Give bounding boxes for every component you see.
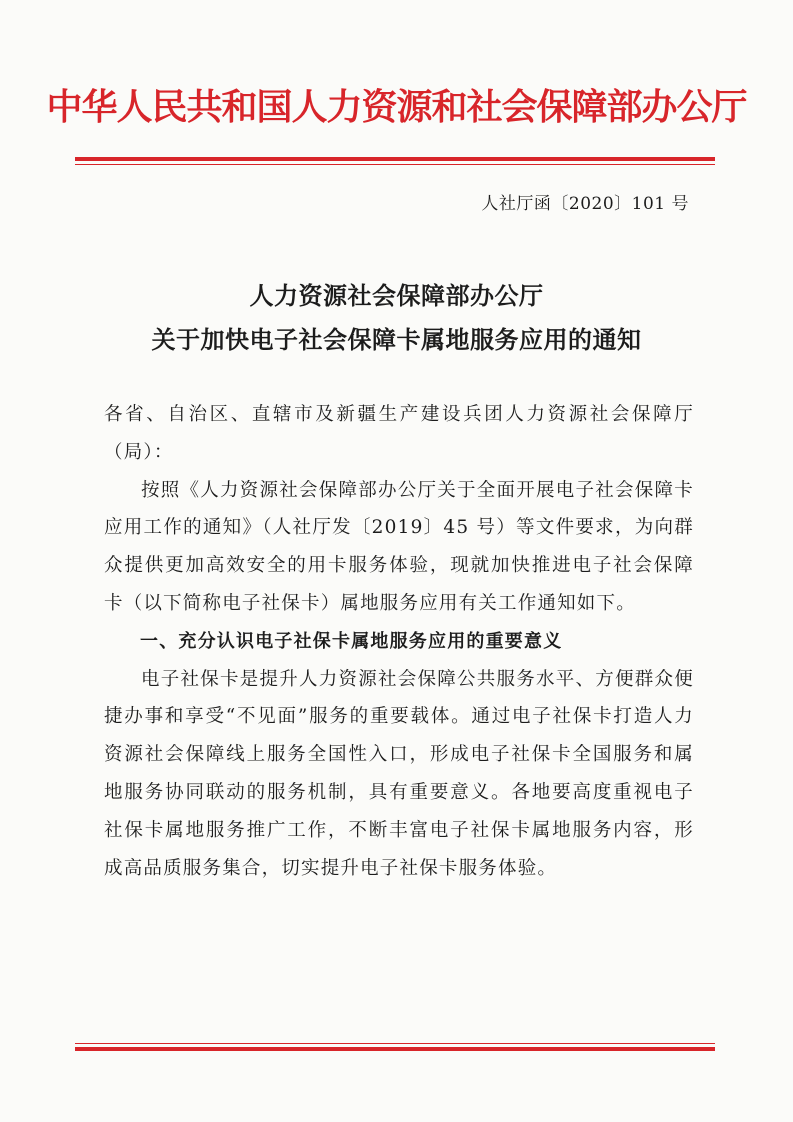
- salutation: 各省、自治区、直辖市及新疆生产建设兵团人力资源社会保障厅（局）：: [104, 404, 694, 463]
- red-header-rule-thick: [75, 157, 715, 161]
- document-body: [104, 396, 694, 887]
- title-line-1: 人力资源社会保障部办公厅: [249, 281, 544, 310]
- section-1-paragraph: 电子社保卡是提升人力资源社会保障公共服务水平、方便群众便捷办事和享受“不见面”服务的重要载体。通过电子社保卡打造人力资源社会保障线上服务全国性入口，形成电子社保卡全国服务和属地服务协同联动的服务机制，具有重要意义。各地要高度重视电子社保卡属地服务推广工作，不断丰富电子社保卡属地服务内容，形成高品质服务集合，切实提升电子社保卡服务体验。: [104, 668, 694, 879]
- red-footer-rule-thick: [75, 1047, 715, 1051]
- red-header-rule-thin: [75, 164, 715, 165]
- red-header-org-name: 中华人民共和国人力资源和社会保障部办公厅: [46, 87, 747, 128]
- intro-paragraph: 按照《人力资源社会保障部办公厅关于全面开展电子社会保障卡应用工作的通知》（人社厅发〔2019〕45 号）等文件要求，为向群众提供更加高效安全的用卡服务体验，现就加快推进电子社会保障卡（以下简称电子社保卡）属地服务应用有关工作通知如下。: [104, 479, 694, 614]
- document-number: 人社厅函〔2020〕101 号: [481, 194, 689, 214]
- section-1-heading: 一、充分认识电子社保卡属地服务应用的重要意义: [140, 630, 563, 652]
- red-footer-rule-thin: [75, 1043, 715, 1044]
- title-line-2: 关于加快电子社会保障卡属地服务应用的通知: [151, 325, 642, 354]
